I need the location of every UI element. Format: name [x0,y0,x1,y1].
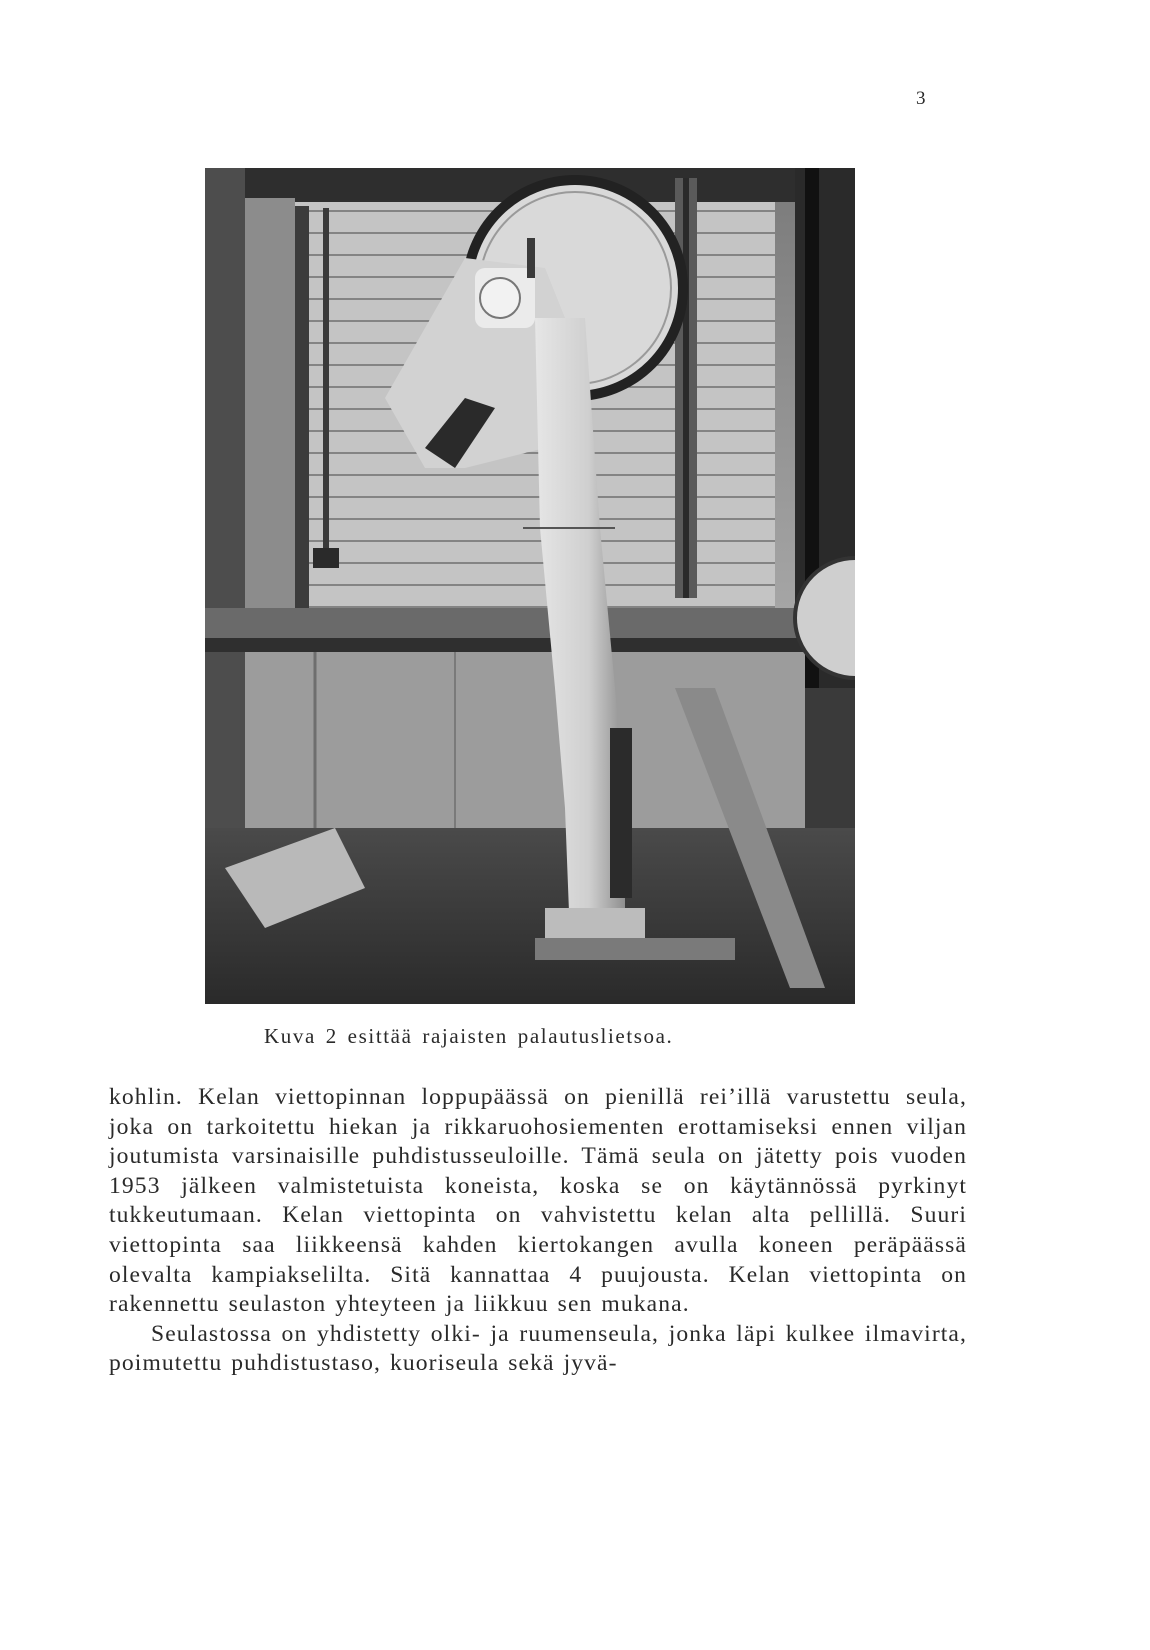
photo-illustration [205,168,855,1004]
page-number: 3 [916,88,926,109]
photograph-grain-return-elevator [205,168,855,1004]
figure-caption: Kuva 2 esittää rajaisten palautuslietsoa. [264,1024,674,1048]
paragraph: kohlin. Kelan viettopinnan loppupäässä on pienillä rei’illä varustettu seula, joka on tarkoitettu hiekan ja rikkaruohosiementen erottamiseksi ennen viljan joutumista varsinaisille puhdistusseuloille. Tämä seula on jätetty pois vuoden 1953 jälkeen valmistetuista koneista, koska se on käytännössä pyrkinyt tukkeutumaan. Kelan viettopinta on vahvistettu kelan alta pellillä. Suuri viettopinta saa liikkeensä kahden kiertokangen avulla koneen peräpäässä olevalta kampiakselilta. Sitä kannattaa 4 puujousta. Kelan viettopinta on rakennettu seulaston yhteyteen ja liikkuu sen mukana. [109,1084,967,1318]
paragraph: Seulastossa on yhdistetty olki- ja ruumenseula, jonka läpi kulkee ilmavirta, poimutettu puhdistustaso, kuoriseula sekä jyvä- [109,1320,967,1377]
body-text [109,1083,967,1379]
